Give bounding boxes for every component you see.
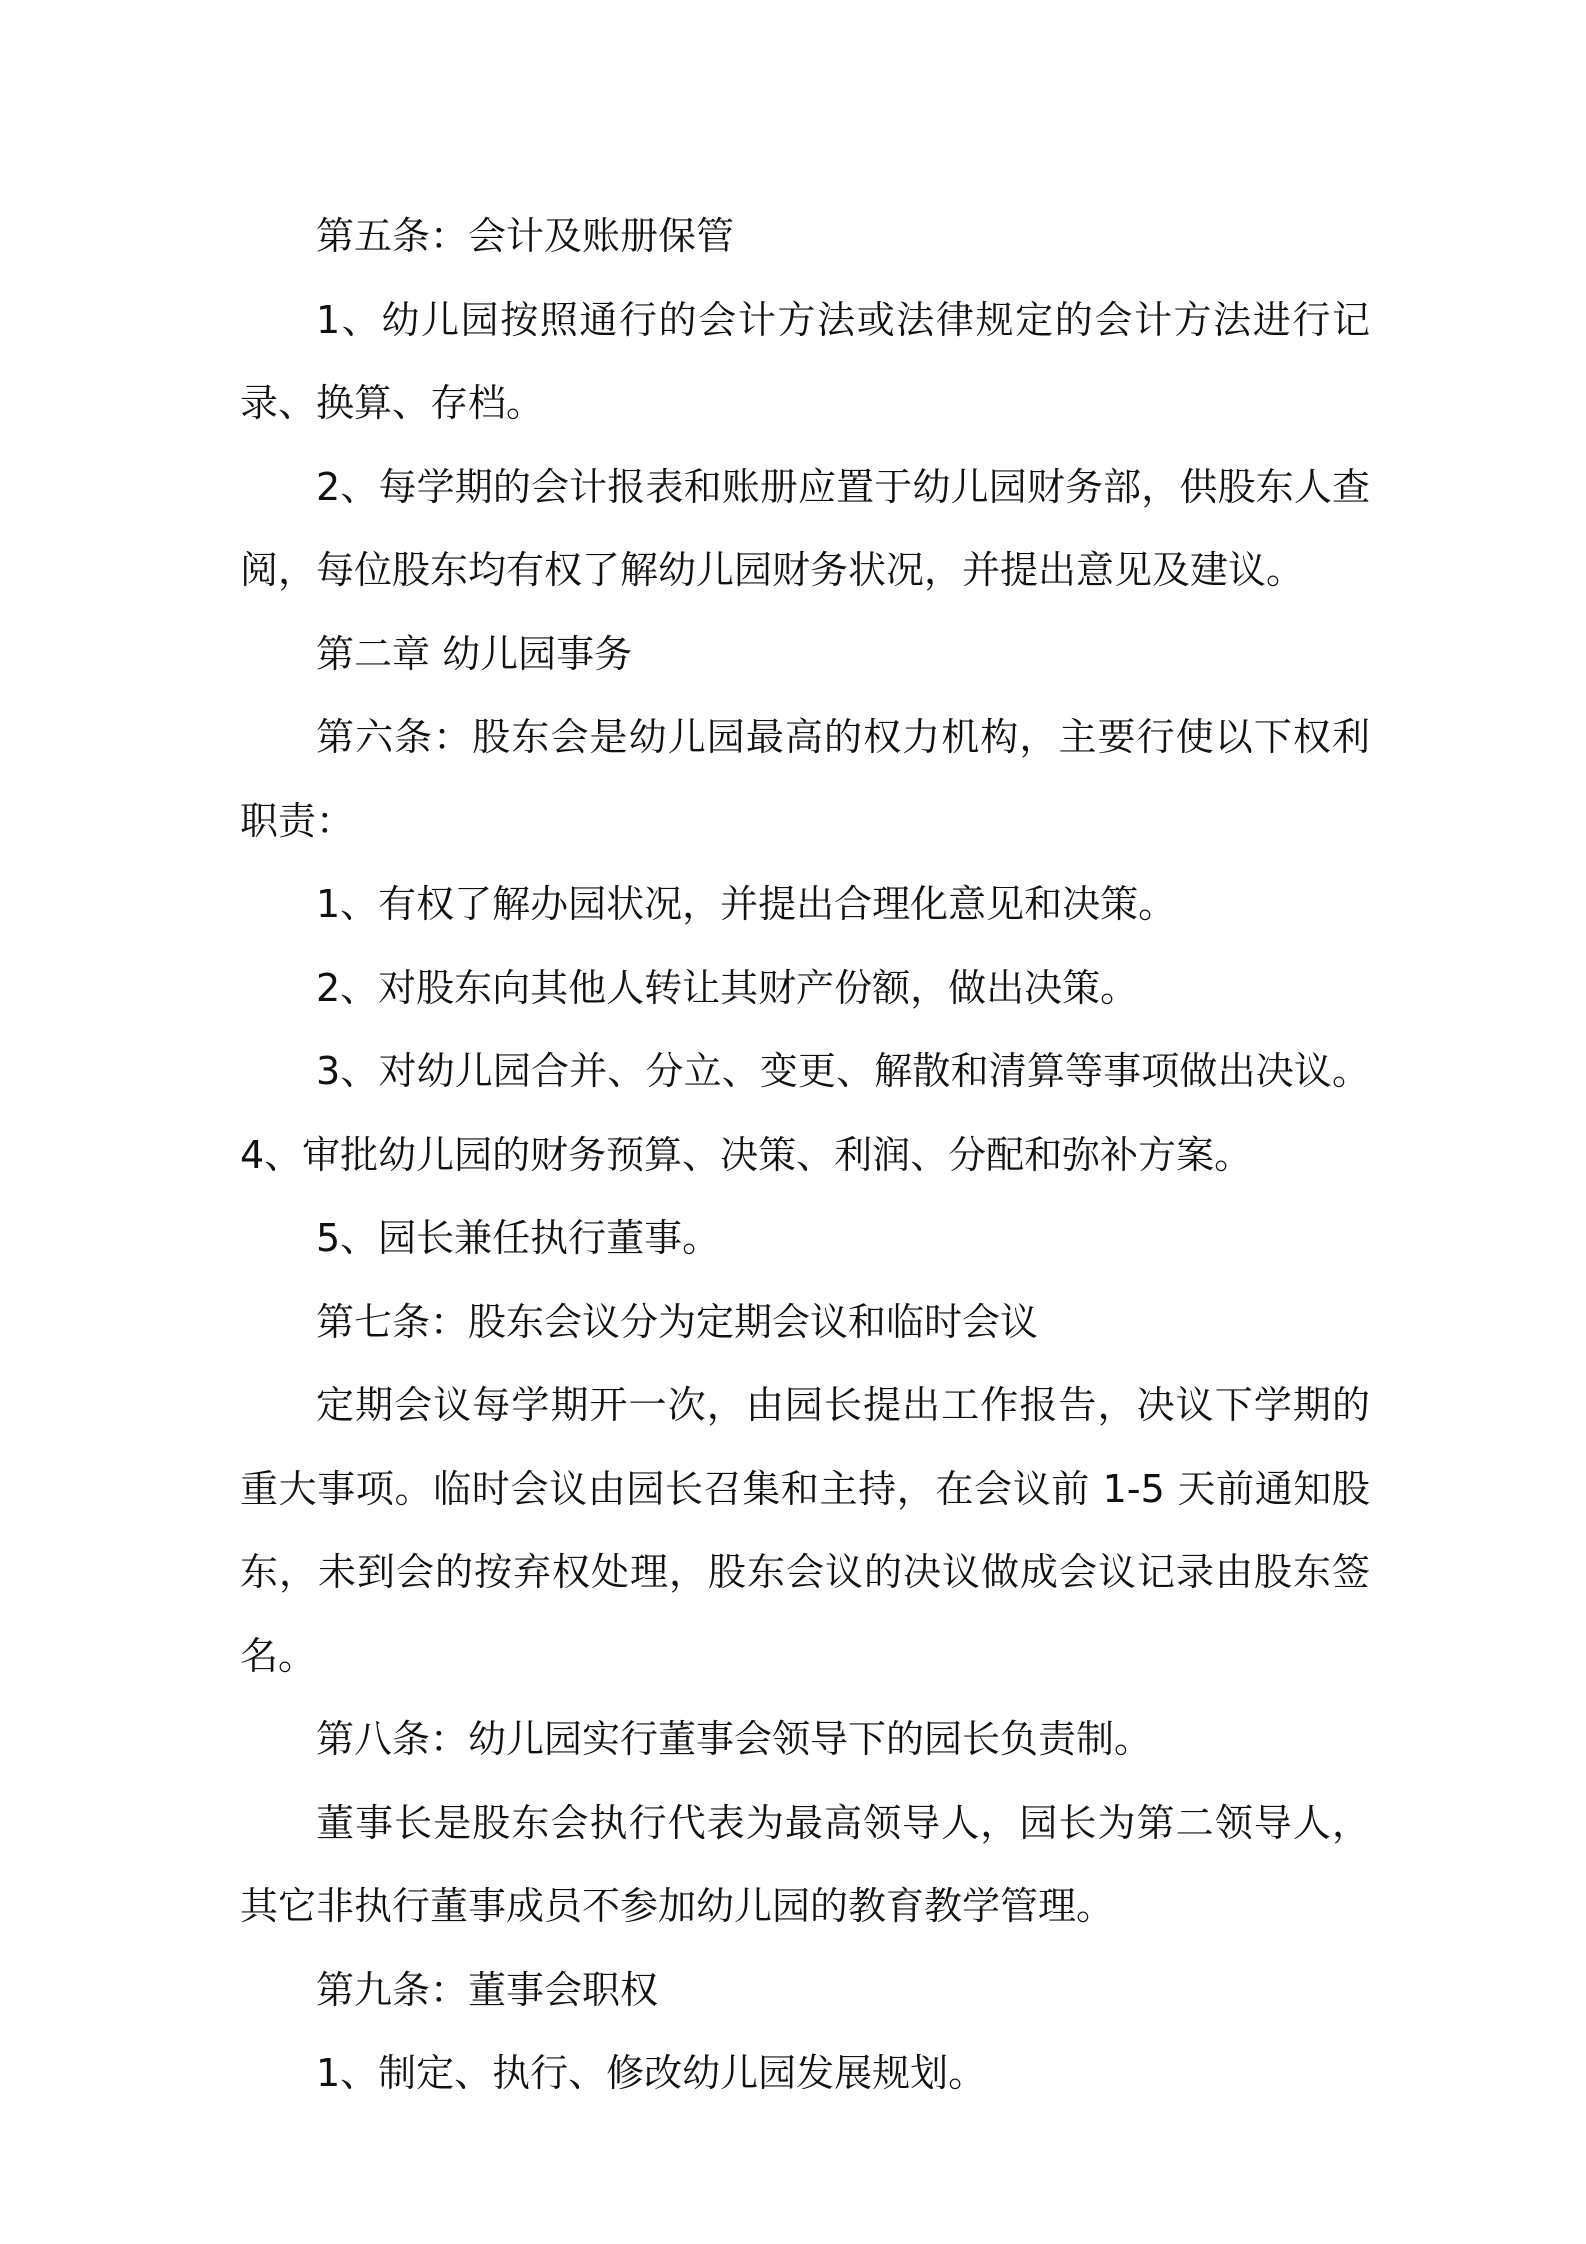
heading-article-6: 第六条：股东会是幼儿园最高的权力机构，主要行使以下权利职责： xyxy=(240,715,1370,843)
heading-article-7: 第七条：股东会议分为定期会议和临时会议 xyxy=(316,1299,1039,1344)
paragraph-accounting-reports: 2、每学期的会计报表和账册应置于幼儿园财务部，供股东人查阅，每位股东均有权了解幼儿园财务状况，并提出意见及建议。 xyxy=(240,464,1370,592)
paragraph-chairman: 董事长是股东会执行代表为最高领导人，园长为第二领导人，其它非执行董事成员不参加幼儿园的教育教学管理。 xyxy=(240,1800,1370,1928)
list-item-2: 2、对股东向其他人转让其财产份额，做出决策。 xyxy=(316,965,1139,1010)
list-item-3-4: 3、对幼儿园合并、分立、变更、解散和清算等事项做出决议。 4、审批幼儿园的财务预算、决策、利润、分配和弥补方案。 xyxy=(240,1049,1370,1177)
paragraph-accounting-method: 1、幼儿园按照通行的会计方法或法律规定的会计方法进行记录、换算、存档。 xyxy=(240,297,1370,425)
document-page xyxy=(240,195,1370,2116)
list-item-1: 1、有权了解办园状况，并提出合理化意见和决策。 xyxy=(316,882,1177,926)
heading-article-9: 第九条：董事会职权 xyxy=(316,1967,659,2012)
heading-chapter-2: 第二章 幼儿园事务 xyxy=(316,631,633,676)
list-item-board-1: 1、制定、执行、修改幼儿园发展规划。 xyxy=(316,2051,987,2095)
heading-article-8: 第八条：幼儿园实行董事会领导下的园长负责制。 xyxy=(316,1717,1153,1761)
list-item-5: 5、园长兼任执行董事。 xyxy=(316,1216,721,1260)
heading-article-5: 第五条：会计及账册保管 xyxy=(316,214,735,258)
paragraph-meetings: 定期会议每学期开一次，由园长提出工作报告，决议下学期的重大事项。临时会议由园长召集和主持，在会议前 1-5 天前通知股东，未到会的按弃权处理，股东会议的决议做成会议记录由股东签名。 xyxy=(240,1383,1370,1678)
